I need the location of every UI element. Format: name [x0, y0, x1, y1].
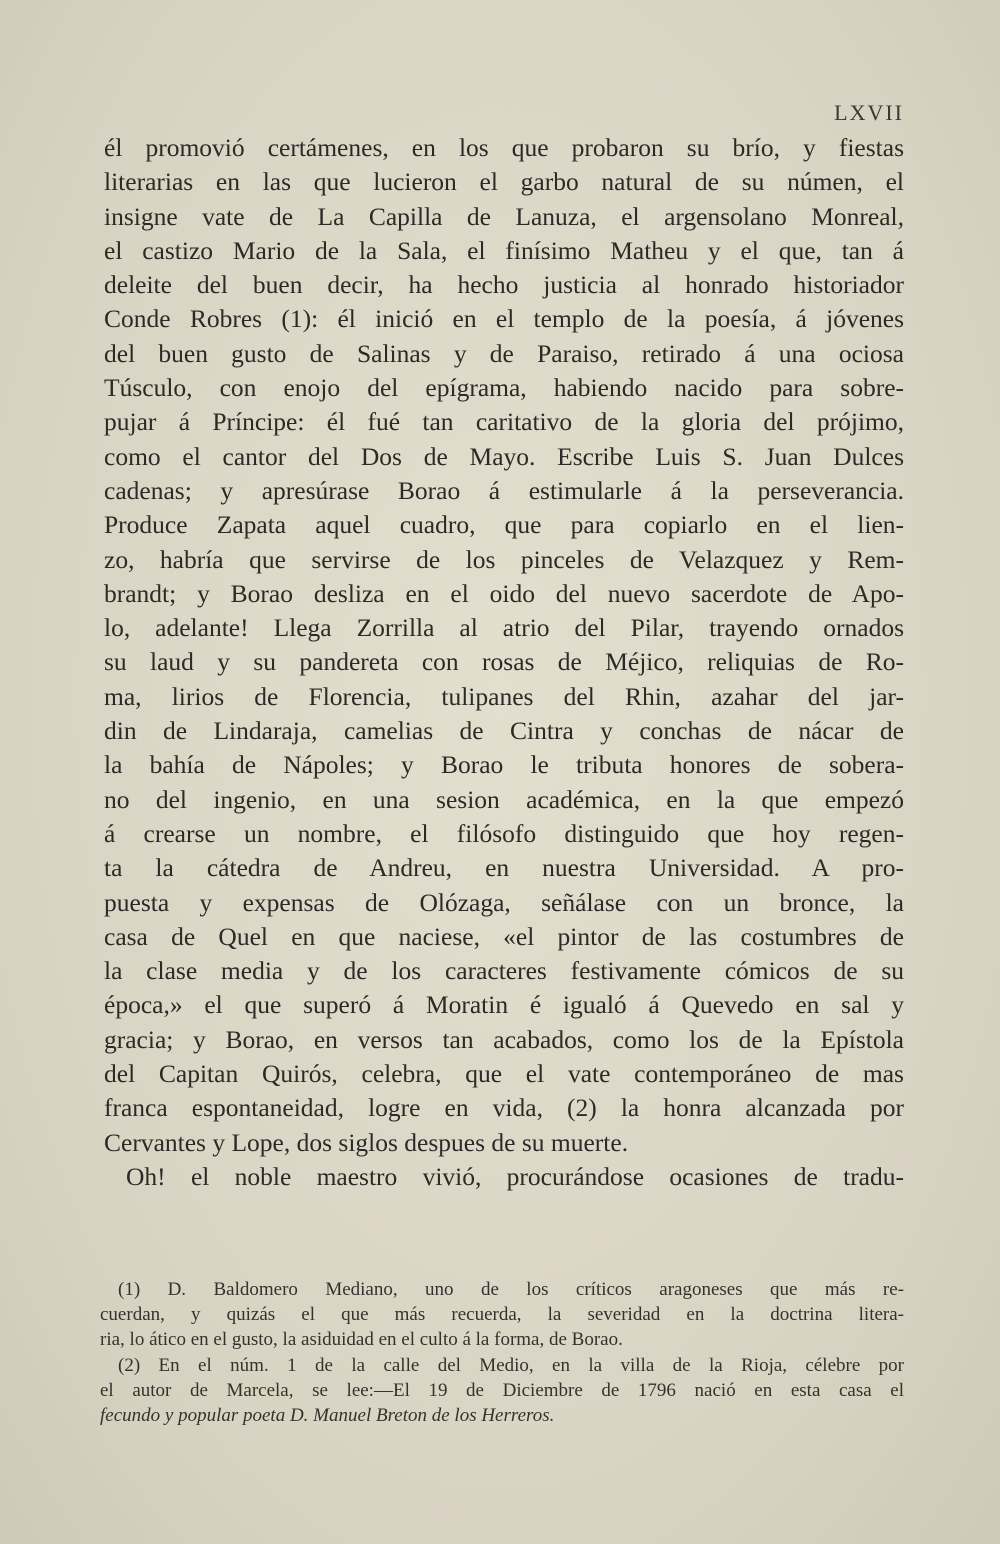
footnote-line: (1) D. Baldomero Mediano, uno de los críticos aragoneses que más re-: [118, 1279, 904, 1300]
text-line: su laud y su pandereta con rosas de Méjico, reliquias de Ro-: [104, 647, 904, 677]
text-line: Conde Robres (1): él inició en el templo de la poesía, á jóvenes: [104, 304, 904, 334]
text-line: Produce Zapata aquel cuadro, que para copiarlo en el lien-: [104, 510, 904, 540]
text-line: Cervantes y Lope, dos siglos despues de su muerte.: [104, 1127, 629, 1157]
text-line: zo, habría que servirse de los pinceles de Velazquez y Rem-: [104, 544, 904, 574]
text-line: época,» el que superó á Moratin é igualó á Quevedo en sal y: [104, 990, 904, 1020]
text-line: franca espontaneidad, logre en vida, (2) la honra alcanzada por: [104, 1093, 904, 1123]
footnote-line: cuerdan, y quizás el que más recuerda, la severidad en la doctrina litera-: [100, 1304, 904, 1326]
text-line: casa de Quel en que naciese, «el pintor de las costumbres de: [104, 921, 904, 951]
footnote-line: (2) En el núm. 1 de la calle del Medio, en la villa de la Rioja, célebre por: [118, 1354, 904, 1376]
text-line: din de Lindaraja, camelias de Cintra y conchas de nácar de: [104, 716, 904, 746]
footnote-line: ria, lo ático en el gusto, la asiduidad en el culto á la forma, de Borao.: [100, 1329, 623, 1351]
page-number: LXVII: [834, 100, 904, 125]
footnote-line: el autor de Marcela, se lee:—El 19 de Diciembre de 1796 nació en esta casa el: [100, 1379, 904, 1401]
text-line: pujar á Príncipe: él fué tan caritativo de la gloria del prójimo,: [104, 407, 904, 437]
text-line: literarias en las que lucieron el garbo natural de su númen, el: [104, 167, 904, 197]
footnotes-block: [100, 1277, 904, 1428]
text-line: cadenas; y apresúrase Borao á estimularle á la perseverancia.: [104, 475, 904, 505]
text-line: del buen gusto de Salinas y de Paraiso, retirado á una ociosa: [104, 338, 904, 368]
text-line: gracia; y Borao, en versos tan acabados, como los de la Epístola: [104, 1024, 904, 1054]
text-line: la bahía de Nápoles; y Borao le tributa honores de sobera-: [104, 750, 904, 780]
text-line: insigne vate de La Capilla de Lanuza, el argensolano Monreal,: [104, 201, 904, 231]
text-line: ta la cátedra de Andreu, en nuestra Universidad. A pro-: [104, 853, 904, 883]
text-line: brandt; y Borao desliza en el oido del nuevo sacerdote de Apo-: [104, 578, 904, 608]
footnote-line: fecundo y popular poeta D. Manuel Breton de los Herreros.: [100, 1404, 555, 1426]
text-line: puesta y expensas de Olózaga, señálase con un bronce, la: [104, 887, 904, 917]
text-line: la clase media y de los caracteres festivamente cómicos de su: [104, 956, 904, 986]
text-line: ma, lirios de Florencia, tulipanes del Rhin, azahar del jar-: [104, 681, 904, 711]
main-text-block: [104, 131, 904, 1194]
text-line: él promovió certámenes, en los que probaron su brío, y fiestas: [104, 133, 904, 162]
text-line: del Capitan Quirós, celebra, que el vate contemporáneo de mas: [104, 1059, 904, 1089]
text-line: deleite del buen decir, ha hecho justicia al honrado historiador: [104, 270, 904, 300]
text-line: á crearse un nombre, el filósofo distinguido que hoy regen-: [104, 818, 904, 848]
text-line: como el cantor del Dos de Mayo. Escribe Luis S. Juan Dulces: [104, 441, 904, 471]
text-line: no del ingenio, en una sesion académica, en la que empezó: [104, 784, 904, 814]
text-line: Túsculo, con enojo del epígrama, habiendo nacido para sobre-: [104, 373, 904, 403]
text-line: lo, adelante! Llega Zorrilla al atrio del Pilar, trayendo ornados: [104, 613, 904, 643]
text-line: Oh! el noble maestro vivió, procurándose ocasiones de tradu-: [126, 1161, 904, 1191]
text-line: el castizo Mario de la Sala, el finísimo Matheu y el que, tan á: [104, 235, 904, 265]
